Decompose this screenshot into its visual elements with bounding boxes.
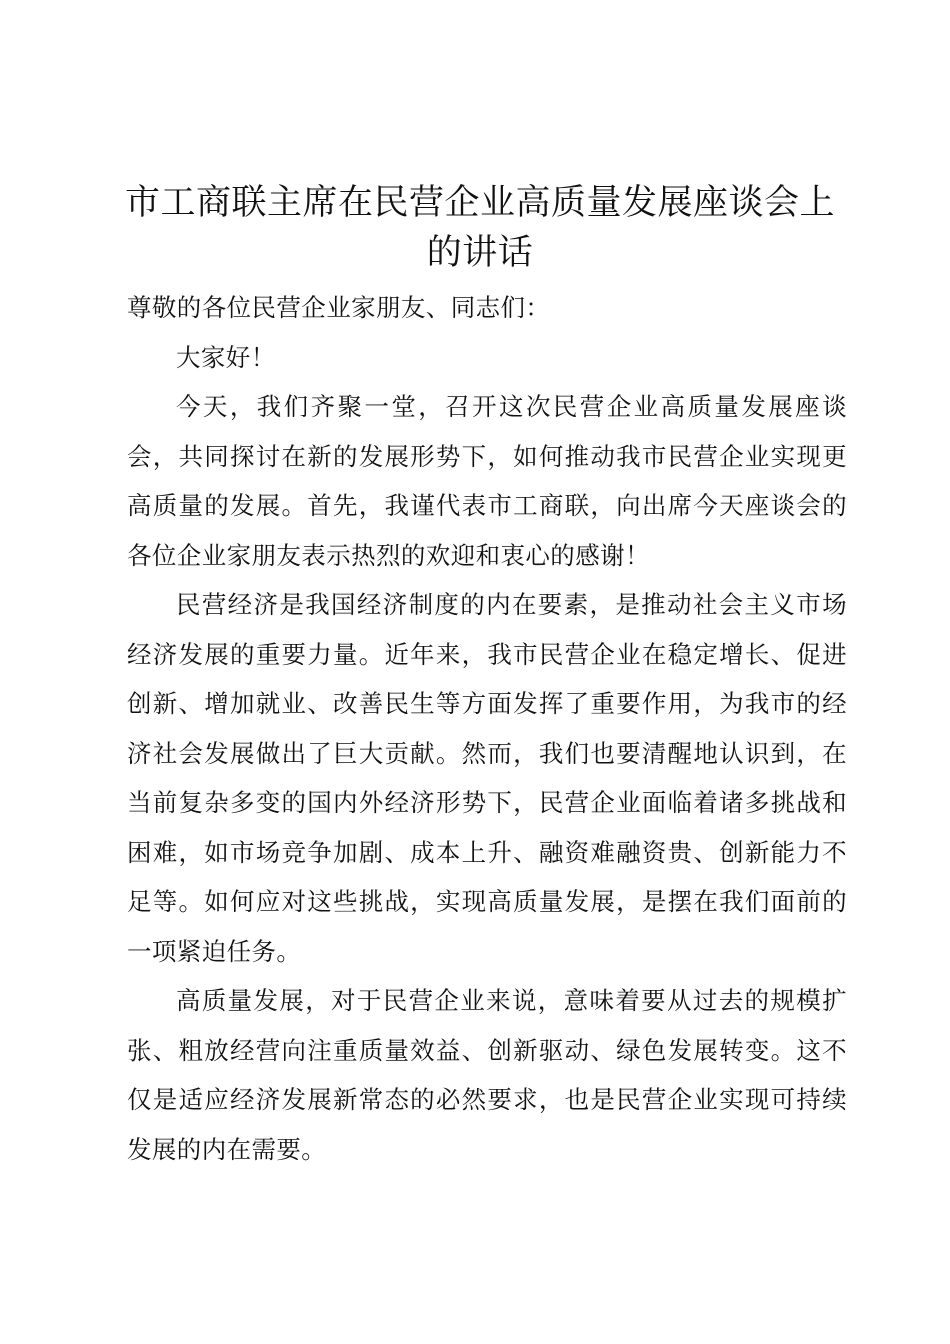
paragraph-high-quality-development: 高质量发展，对于民营企业来说，意味着要从过去的规模扩张、粗放经营向注重质量效益、创新驱动、绿色发展转变。这不仅是适应经济发展新常态的必然要求，也是民营企业实现可持续发展的内在需要。 — [127, 986, 847, 1164]
document-body — [127, 283, 847, 1174]
paragraph-opening: 今天，我们齐聚一堂，召开这次民营企业高质量发展座谈会，共同探讨在新的发展形势下，如何推动我市民营企业实现更高质量的发展。首先，我谨代表市工商联，向出席今天座谈会的各位企业家朋友表示热烈的欢迎和衷心的感谢！ — [127, 392, 847, 570]
salutation: 尊敬的各位民营企业家朋友、同志们： — [127, 293, 551, 322]
paragraph-greeting: 大家好！ — [176, 342, 276, 372]
document-title: 市工商联主席在民营企业高质量发展座谈会上的讲话 — [125, 183, 836, 273]
paragraph-private-economy: 民营经济是我国经济制度的内在要素，是推动社会主义市场经济发展的重要力量。近年来，我市民营企业在稳定增长、促进创新、增加就业、改善民生等方面发挥了重要作用，为我市的经济社会发展做出了巨大贡献。然而，我们也要清醒地认识到，在当前复杂多变的国内外经济形势下，民营企业面临着诸多挑战和困难，如市场竞争加剧、成本上升、融资难融资贵、创新能力不足等。如何应对这些挑战，实现高质量发展，是摆在我们面前的一项紧迫任务。 — [127, 590, 847, 966]
